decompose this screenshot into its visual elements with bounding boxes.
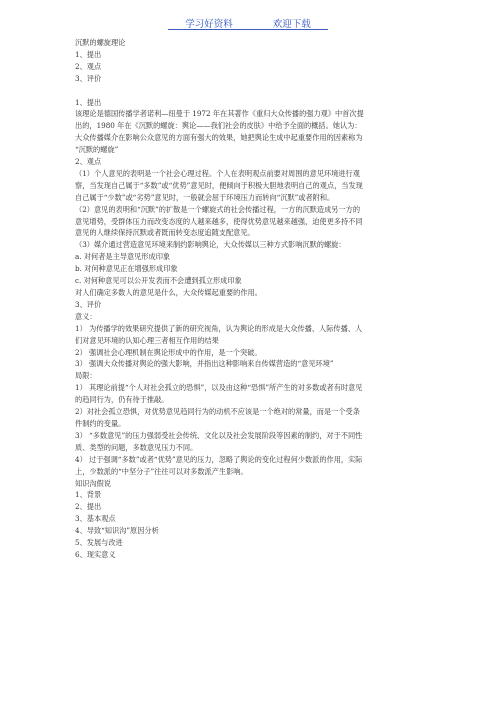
text-line: 2）对社会孤立恐惧，对优势意见趋同行为的动机不应该是一个绝对的常量，而是一个受条: [75, 407, 360, 417]
text-line: 质、类型的问题，多数意见压力不同。: [75, 442, 198, 452]
text-line: a. 对何者是主导意见形成印象: [75, 252, 171, 262]
header-right-text: 欢迎下载: [272, 19, 311, 30]
text-line: （3）媒介通过营造意见环境来制约影响舆论，大众传媒以三种方式影响沉默的螺旋：: [75, 240, 346, 250]
text-line: （2）意见的表明和“沉默”的扩散是一个螺旋式的社会传播过程，一方的沉默造成另一方的: [75, 204, 361, 214]
text-line: 1） 其理论前提“个人对社会孤立的恐惧”，以及由这种“恐惧”所产生的对多数或者有时意见: [75, 383, 363, 393]
text-line: 出的，1980 年在《沉默的螺旋：舆论——我们社会的皮肤》中给予全面的概括。她认为：: [75, 121, 362, 131]
text-line: （1）个人意见的表明是一个社会心理过程。个人在表明观点前要对周围的意见环境进行观: [75, 168, 360, 178]
header-underline: [168, 29, 328, 30]
text-line: 3、基本观点: [75, 514, 116, 524]
text-line: 大众传播媒介在影响公众意见的方面有强大的效果，她把舆论生成中起重要作用的因素称为: [75, 133, 363, 143]
text-line: 意见的人继续保持沉默或者既而转变态度追随支配意见。: [75, 228, 255, 238]
text-line: 5、发展与改进: [75, 538, 123, 548]
text-line: 该理论是德国传播学者诺利—纽曼于 1972 年在其著作《重归大众传播的强力观》中首次提: [75, 109, 364, 119]
header-left-text: 学习好资料: [185, 19, 233, 30]
text-line: 察，当发现自己属于“多数”或“优势”意见时，便倾向于积极大胆地表明自己的观点，当发现: [75, 180, 363, 190]
text-line: 自己属于“少数”或“劣势”意见时，一般就会屈于环境压力而转向“沉默”或者附和。: [75, 192, 335, 202]
text-line: 们对意见环境的认知心理三者相互作用的结果: [75, 335, 219, 345]
text-line: 意义：: [75, 311, 97, 321]
text-line: 意见增势，受群体压力而改变态度的人越来越多，使得优势意见越来越强，迫使更多持不同: [75, 216, 363, 226]
page-header: [0, 16, 496, 30]
text-line: 2） 强调社会心理机制在舆论形成中的作用，是一个突破。: [75, 347, 262, 357]
text-line: 3） “多数意见”的压力强弱受社会传统、文化以及社会发展阶段等因素的制约，对于不同性: [75, 430, 363, 440]
text-line: 件制约的变量。: [75, 418, 126, 428]
text-line: c. 对何种意见可以公开发表而不会遭到孤立形成印象: [75, 276, 242, 286]
text-line: “沉默的螺旋”: [75, 145, 119, 155]
text-line: 对人们确定多数人的意见是什么，大众传媒起重要的作用。: [75, 288, 262, 298]
text-line: 6、现实意义: [75, 549, 116, 559]
text-line: 沉默的螺旋理论: [75, 38, 126, 47]
text-line: 1、提出: [75, 97, 102, 107]
text-line: 1） 为传播学的效果研究提供了新的研究视角，认为舆论的形成是大众传播、人际传播、人: [75, 323, 363, 333]
text-line: 2、观点: [75, 61, 102, 71]
text-line: 2、观点: [75, 157, 102, 167]
text-line: 4） 过于强调“多数”或者“优势”意见的压力，忽略了舆论的变化过程何少数派的作用，实际: [75, 454, 363, 464]
text-line: 3、评价: [75, 73, 102, 83]
text-line: 2、提出: [75, 502, 102, 512]
text-line: 4、导致“知识沟”原因分析: [75, 526, 159, 536]
blank-line: [75, 85, 425, 97]
text-line: 1、背景: [75, 490, 102, 500]
text-line: b. 对何种意见正在增强形成印象: [75, 264, 178, 274]
text-line: 的趋同行为，仍有待于推敲。: [75, 395, 169, 405]
text-line: 知识沟假说: [75, 478, 111, 488]
text-line: 3） 强调大众传播对舆论的强大影响，并指出这种影响来自传媒营造的“意见环境”: [75, 359, 334, 369]
text-line: 上，少数派的“中坚分子”往往可以对多数派产生影响。: [75, 466, 248, 476]
text-line: 3、评价: [75, 299, 102, 309]
document-body: [75, 37, 425, 561]
text-line: 局限：: [75, 371, 97, 381]
text-line: 1、提出: [75, 49, 102, 59]
